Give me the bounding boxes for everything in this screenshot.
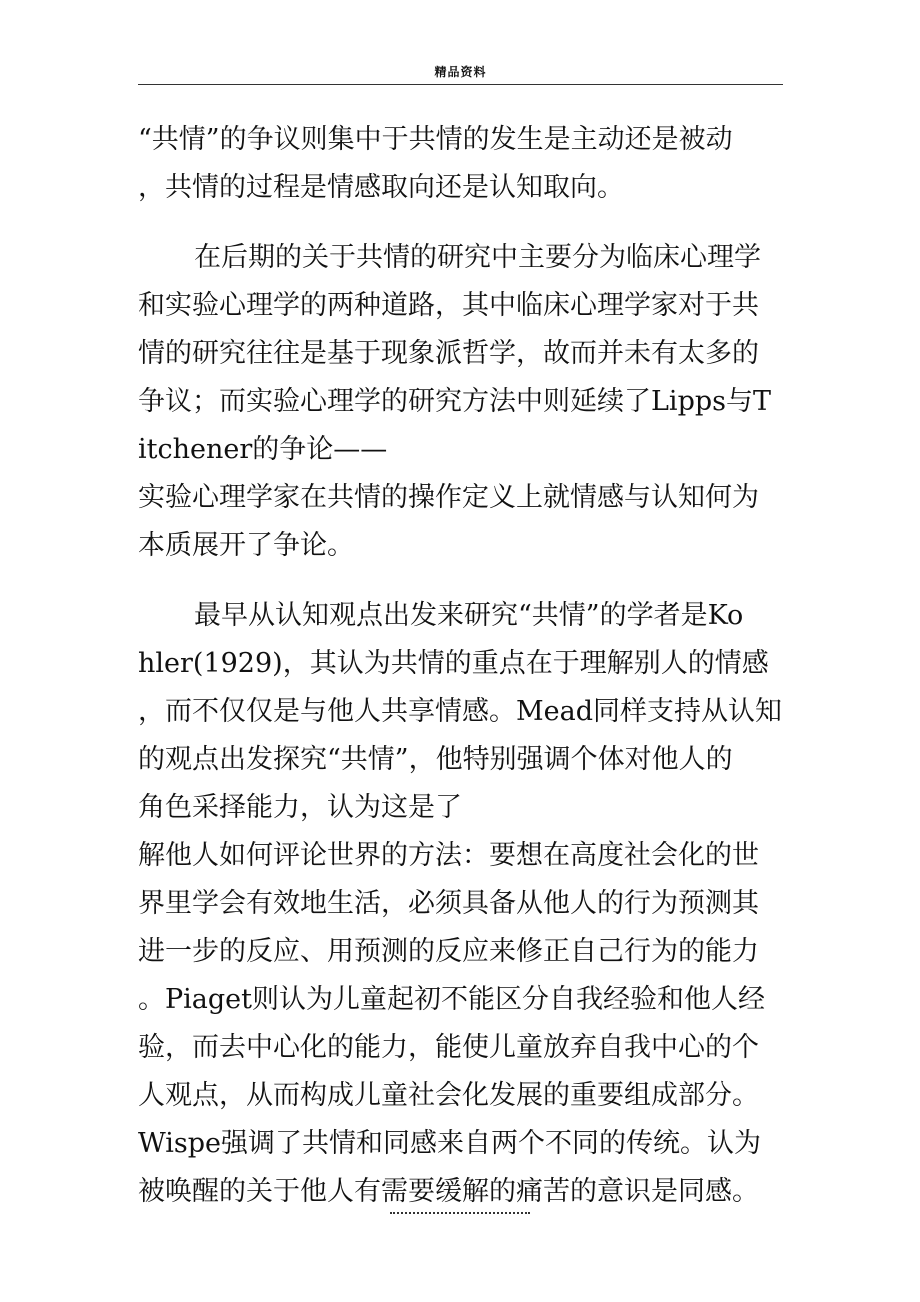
text-line: 的观点出发探究“共情”，他特别强调个体对他人的	[138, 744, 733, 775]
text-line: Wispe强调了共情和同感来自两个不同的传统。认为	[138, 1128, 762, 1159]
page-header-label: 精品资料	[434, 65, 487, 79]
text-line: 角色采择能力，认为这是了	[138, 792, 462, 823]
text-line: 人观点，从而构成儿童社会化发展的重要组成部分。	[138, 1080, 759, 1111]
text-line: 和实验心理学的两种道路，其中临床心理学家对于共	[138, 290, 759, 321]
text-line: 实验心理学家在共情的操作定义上就情感与认知何为	[138, 482, 759, 513]
paragraph	[138, 592, 783, 1216]
text-line: 被唤醒的关于他人有需要缓解的痛苦的意识是同感。	[138, 1176, 759, 1207]
text-line: 争议；而实验心理学的研究方法中则延续了Lipps与T	[138, 386, 771, 417]
text-line: 界里学会有效地生活，必须具备从他人的行为预测其	[138, 888, 759, 919]
text-line: 解他人如何评论世界的方法：要想在高度社会化的世	[138, 840, 759, 871]
footer-divider	[390, 1212, 530, 1220]
text-line: ，共情的过程是情感取向还是认知取向。	[138, 172, 624, 203]
text-line: itchener的争论——	[138, 434, 388, 465]
document-body	[138, 116, 783, 1216]
header-divider	[138, 84, 783, 85]
text-line: ，而不仅仅是与他人共享情感。Mead同样支持从认知	[138, 696, 783, 727]
text-line: 情的研究往往是基于现象派哲学，故而并未有太多的	[138, 338, 759, 369]
text-line: 进一步的反应、用预测的反应来修正自己行为的能力	[138, 936, 759, 967]
text-line: “共情”的争议则集中于共情的发生是主动还是被动	[138, 124, 733, 155]
paragraph	[138, 234, 783, 570]
paragraph	[138, 116, 783, 212]
text-line: 本质展开了争论。	[138, 530, 354, 561]
text-line: 。Piaget则认为儿童起初不能区分自我经验和他人经	[138, 984, 766, 1015]
text-line: 在后期的关于共情的研究中主要分为临床心理学	[194, 242, 761, 273]
text-line: 最早从认知观点出发来研究“共情”的学者是Ko	[194, 600, 744, 631]
text-line: 验，而去中心化的能力，能使儿童放弃自我中心的个	[138, 1032, 759, 1063]
text-line: hler(1929)，其认为共情的重点在于理解别人的情感	[138, 648, 769, 679]
